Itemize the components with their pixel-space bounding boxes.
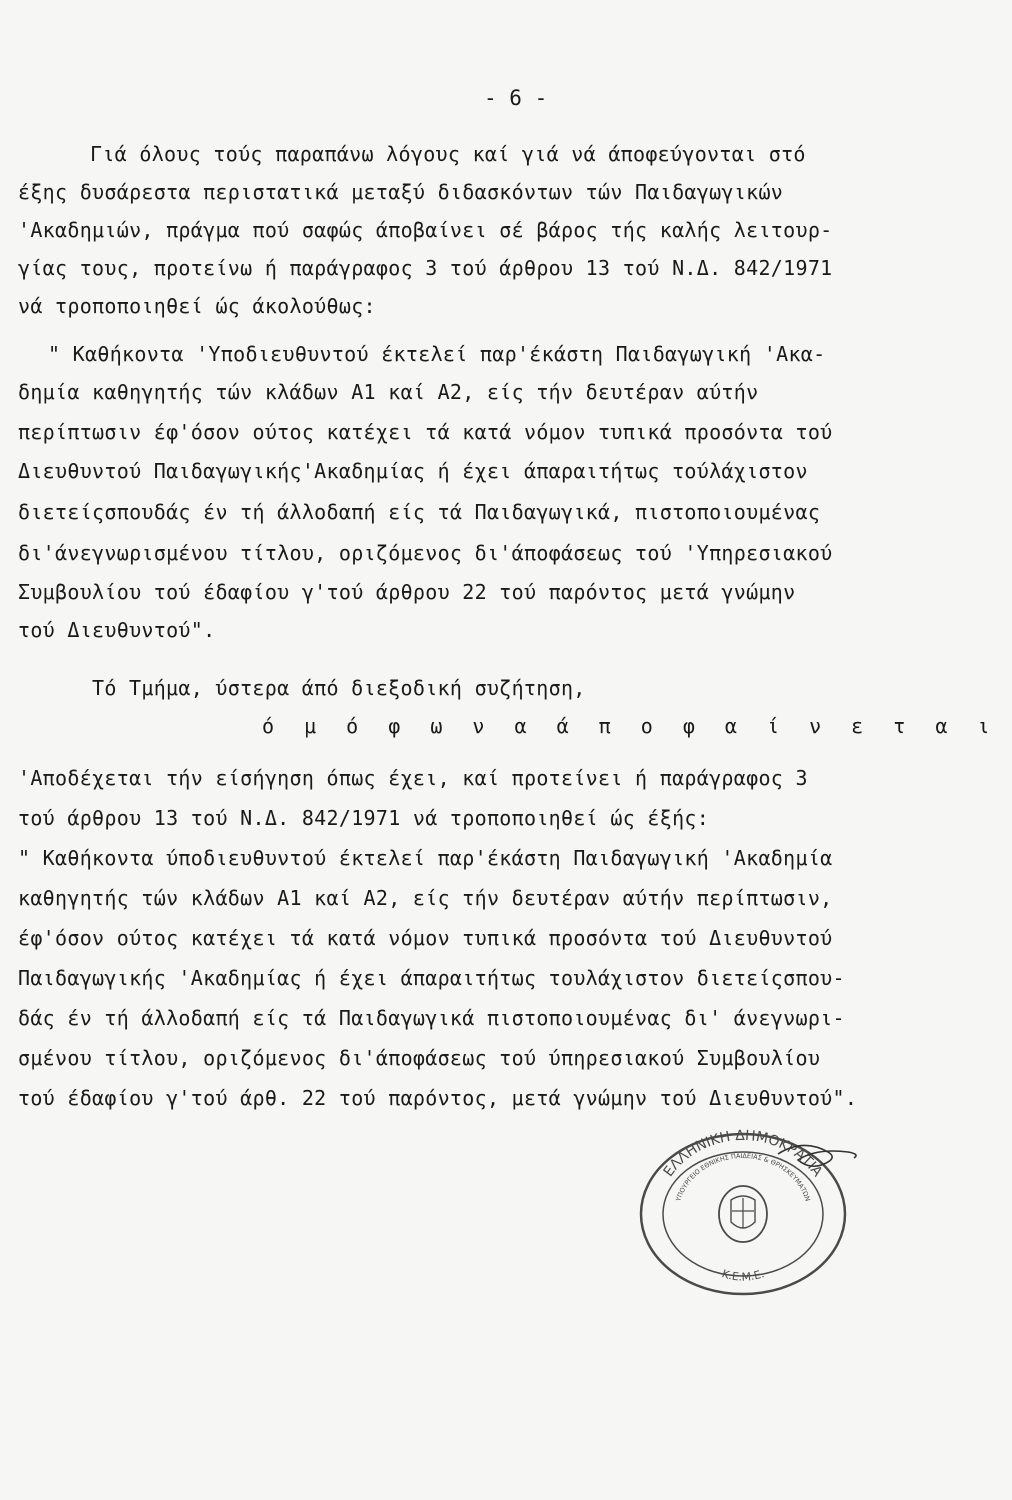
quote-line: δημία καθηγητής τών κλάδων Α1 καί Α2, είς τήν δευτέραν αύτήν [18, 380, 759, 404]
quote-line: περίπτωσιν έφ'όσον ούτος κατέχει τά κατά νόμον τυπικά προσόντα τού [18, 420, 833, 444]
stamp-outer-text: ΕΛΛΗΝΙΚΗ ΔΗΜΟΚΡΑΤΙΑ [660, 1127, 826, 1180]
decision-line: τού έδαφίου γ'τού άρθ. 22 τού παρόντος, μετά γνώμην τού Διευθυντού". [18, 1086, 858, 1110]
quote-line: τού Διευθυντού". [18, 618, 216, 642]
quote-line: δι'άνεγνωρισμένου τίτλου, οριζόμενος δι'άποφάσεως τού 'Υπηρεσιακού [18, 541, 833, 565]
decision-line: έφ'όσον ούτος κατέχει τά κατά νόμον τυπικά προσόντα τού Διευθυντού [18, 926, 833, 950]
paragraph-line: 'Ακαδημιών, πράγμα πού σαφώς άποβαίνει σέ βάρος τής καλής λειτουρ- [18, 218, 833, 242]
paragraph-line: έξης δυσάρεστα περιστατικά μεταξύ διδασκόντων τών Παιδαγωγικών [18, 180, 784, 204]
decision-line: τού άρθρου 13 τού Ν.Δ. 842/1971 νά τροποποιηθεί ώς έξής: [18, 806, 710, 830]
decision-line: δάς έν τή άλλοδαπή είς τά Παιδαγωγικά πιστοποιουμένας δι' άνεγνωρι- [18, 1006, 845, 1030]
quote-line: Διευθυντού Παιδαγωγικής'Ακαδημίας ή έχει άπαραιτήτως τούλάχιστον [18, 459, 808, 483]
decision-line: καθηγητής τών κλάδων Α1 καί Α2, είς τήν δευτέραν αύτήν περίπτωσιν, [18, 886, 833, 910]
official-stamp [628, 1118, 858, 1298]
decision-heading: ό μ ό φ ω ν α ά π ο φ α ί ν ε τ α ι [262, 714, 999, 738]
stamp-bottom-text: Κ.Ε.Μ.Ε. [720, 1267, 766, 1284]
decision-line: Παιδαγωγικής 'Ακαδημίας ή έχει άπαραιτήτως τουλάχιστον διετείςσπου- [18, 966, 845, 990]
quote-line: διετείςσπουδάς έν τή άλλοδαπή είς τά Παιδαγωγικά, πιστοποιουμένας [18, 500, 821, 524]
stamp-emblem-icon [719, 1186, 767, 1242]
page-number: - 6 - [484, 86, 548, 110]
decision-line: " Καθήκοντα ύποδιευθυντού έκτελεί παρ'έκάστη Παιδαγωγική 'Ακαδημία [18, 846, 833, 870]
quote-line: Συμβουλίου τού έδαφίου γ'τού άρθρου 22 τού παρόντος μετά γνώμην [18, 580, 796, 604]
paragraph-line: Γιά όλους τούς παραπάνω λόγους καί γιά νά άποφεύγονται στό [90, 142, 806, 166]
section-intro: Τό Τμήμα, ύστερα άπό διεξοδική συζήτηση, [92, 676, 586, 700]
stamp-inner-text: ΥΠΟΥΡΓΕΙΟ ΕΘΝΙΚΗΣ ΠΑΙΔΕΙΑΣ & ΘΡΗΣΚΕΥΜΑΤΩΝ [674, 1151, 812, 1203]
decision-line: σμένου τίτλου, οριζόμενος δι'άποφάσεως τού ύπηρεσιακού Συμβουλίου [18, 1046, 821, 1070]
decision-line: 'Αποδέχεται τήν είσήγηση όπως έχει, καί προτείνει ή παράγραφος 3 [18, 766, 808, 790]
paragraph-line: γίας τους, προτείνω ή παράγραφος 3 τού άρθρου 13 τού Ν.Δ. 842/1971 [18, 256, 833, 280]
paragraph-line: νά τροποποιηθεί ώς άκολούθως: [18, 294, 376, 318]
quote-line: " Καθήκοντα 'Υποδιευθυντού έκτελεί παρ'έκάστη Παιδαγωγική 'Ακα- [48, 342, 826, 366]
